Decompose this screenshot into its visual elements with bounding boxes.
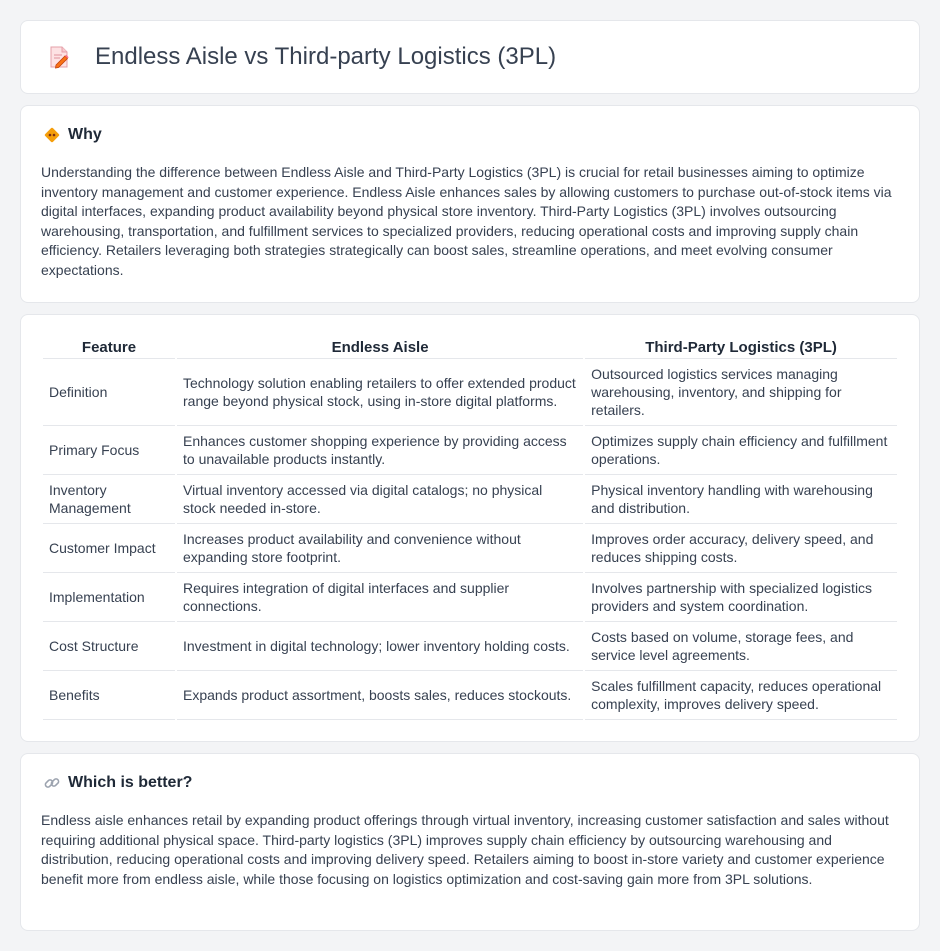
row-3pl: Outsourced logistics services managing warehousing, inventory, and shipping for retailers.	[585, 359, 897, 426]
table-row	[43, 475, 897, 524]
which-is-better-section	[20, 753, 920, 931]
better-heading	[43, 774, 899, 792]
row-3pl: Costs based on volume, storage fees, and service level agreements.	[585, 622, 897, 671]
why-section	[20, 105, 920, 303]
table-row	[43, 426, 897, 475]
row-endless-aisle: Expands product assortment, boosts sales, reduces stockouts.	[177, 671, 583, 720]
page-title: Endless Aisle vs Third-party Logistics (3PL)	[95, 43, 557, 70]
row-3pl: Optimizes supply chain efficiency and fulfillment operations.	[585, 426, 897, 475]
table-header-row	[43, 335, 897, 359]
row-feature: Cost Structure	[43, 622, 175, 671]
row-endless-aisle: Technology solution enabling retailers to offer extended product range beyond physical stock, using in-store digital platforms.	[177, 359, 583, 426]
table-row	[43, 573, 897, 622]
link-icon	[43, 774, 61, 792]
row-endless-aisle: Enhances customer shopping experience by providing access to unavailable products instantly.	[177, 426, 583, 475]
row-3pl: Involves partnership with specialized logistics providers and system coordination.	[585, 573, 897, 622]
row-endless-aisle: Investment in digital technology; lower inventory holding costs.	[177, 622, 583, 671]
header-endless-aisle: Endless Aisle	[177, 335, 583, 359]
better-text: Endless aisle enhances retail by expanding product offerings through virtual inventory, increasing customer satisfaction and sales without requiring additional physical space. Third-party logistics (3PL) improves supply chain efficiency by outsourcing warehousing and distribution, reducing operational costs and improving delivery speed. Retailers aiming to boost in-store variety and customer experience benefit more from endless aisle, while those focusing on logistics optimization and cost-saving gain more from 3PL solutions.	[41, 812, 889, 887]
comparison-table	[41, 335, 899, 720]
row-3pl: Scales fulfillment capacity, reduces operational complexity, improves delivery speed.	[585, 671, 897, 720]
row-feature: Inventory Management	[43, 475, 175, 524]
table-row	[43, 359, 897, 426]
better-heading-label: Which is better?	[68, 774, 193, 791]
row-endless-aisle: Increases product availability and convenience without expanding store footprint.	[177, 524, 583, 573]
row-endless-aisle: Virtual inventory accessed via digital catalogs; no physical stock needed in-store.	[177, 475, 583, 524]
why-heading-label: Why	[68, 126, 102, 143]
row-3pl: Improves order accuracy, delivery speed, and reduces shipping costs.	[585, 524, 897, 573]
comparison-table-card	[20, 314, 920, 742]
why-text: Understanding the difference between Endless Aisle and Third-Party Logistics (3PL) is crucial for retail businesses aiming to optimize inventory management and customer experience. Endless Aisle enhances sales by allowing customers to purchase out-of-stock items via digital interfaces, expanding product availability beyond physical store inventory. Third-Party Logistics (3PL) involves outsourcing warehousing, transportation, and fulfillment services to specialized providers, reducing operational costs and improving supply chain efficiency. Retailers leveraging both strategies strategically can boost sales, streamline operations, and meet evolving consumer expectations.	[41, 164, 892, 278]
row-feature: Customer Impact	[43, 524, 175, 573]
row-3pl: Physical inventory handling with warehousing and distribution.	[585, 475, 897, 524]
table-row	[43, 622, 897, 671]
header-card	[20, 20, 920, 94]
row-feature: Definition	[43, 359, 175, 426]
header-feature: Feature	[43, 335, 175, 359]
why-heading	[43, 126, 899, 144]
row-feature: Primary Focus	[43, 426, 175, 475]
diamond-sign-icon	[43, 126, 61, 144]
row-endless-aisle: Requires integration of digital interfaces and supplier connections.	[177, 573, 583, 622]
header-3pl: Third-Party Logistics (3PL)	[585, 335, 897, 359]
row-feature: Benefits	[43, 671, 175, 720]
table-row	[43, 671, 897, 720]
document-pencil-icon	[45, 43, 73, 71]
row-feature: Implementation	[43, 573, 175, 622]
table-row	[43, 524, 897, 573]
